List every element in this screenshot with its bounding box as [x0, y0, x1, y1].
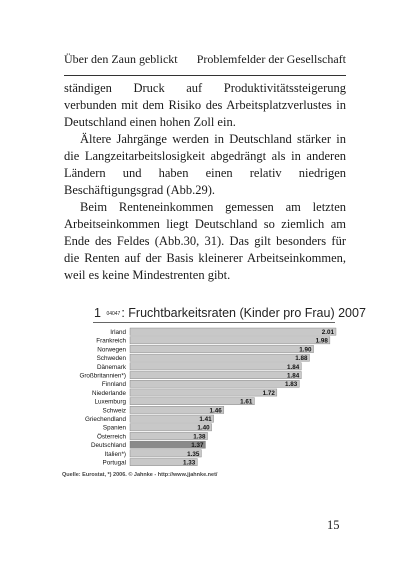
value-label: 1.84 — [287, 363, 300, 371]
paragraph: Beim Renteneinkommen gemessen am letzten Arbeitseinkommen liegt Deutschland so ziemlich am Ende des Feldes (Abb.30, 31). Das gilt besonders für die Renten auf der Basis kleinerer Arbeitseinkommen, weil es keine Mindestrenten gibt. — [64, 200, 346, 282]
figure-title — [94, 306, 364, 320]
category-label: Griechendland — [85, 416, 126, 423]
paragraph: Ältere Jahrgänge werden in Deutschland stärker in die Langzeitarbeitslosigkeit abgedrängt als in anderen Ländern und haben einen relativ niedrigen Beschäftigungsgrad (Abb.29). — [64, 132, 346, 197]
figure-caption: : Fruchtbarkeitsraten (Kinder pro Frau) 2007 — [121, 306, 366, 320]
value-label: 1.72 — [262, 389, 275, 397]
value-label: 1.46 — [209, 407, 222, 415]
running-header — [64, 52, 346, 68]
bar — [130, 354, 309, 361]
fertility-bar-chart — [60, 324, 340, 469]
category-label: Norwegen — [97, 346, 126, 354]
value-label: 1.88 — [295, 355, 308, 363]
value-label: 1.38 — [193, 433, 206, 441]
header-divider — [64, 75, 346, 76]
figure-code: 04047 — [106, 310, 121, 317]
value-label: 1.33 — [183, 459, 196, 467]
figure-number: 1 — [94, 306, 101, 320]
value-label: 1.98 — [315, 337, 328, 345]
category-label: Spanien — [102, 424, 126, 432]
bar — [130, 363, 301, 370]
category-label: Niederlande — [92, 389, 126, 397]
bar — [130, 345, 314, 352]
header-right-title: Problemfelder der Gesellschaft — [196, 52, 346, 66]
page-number: 15 — [327, 518, 340, 532]
figure-divider — [93, 322, 335, 323]
category-label: Dänemark — [96, 363, 126, 371]
bar — [130, 328, 336, 335]
category-label: Finnland — [101, 381, 126, 389]
value-label: 1.84 — [287, 372, 300, 380]
category-label: Schweiz — [102, 407, 126, 415]
value-label: 2.01 — [321, 329, 334, 336]
value-label: 1.90 — [299, 346, 312, 354]
value-label: 1.35 — [187, 450, 200, 458]
value-label: 1.37 — [191, 442, 204, 450]
category-label: Großbritannien*) — [79, 372, 126, 380]
category-label: Schweden — [96, 355, 126, 363]
bar — [130, 380, 299, 387]
value-label: 1.41 — [199, 416, 212, 423]
category-label: Deutschland — [90, 442, 126, 450]
bar — [130, 372, 301, 379]
bar — [130, 398, 254, 405]
category-label: Italien*) — [104, 450, 126, 458]
bar — [130, 337, 330, 344]
value-label: 1.61 — [240, 398, 253, 406]
category-label: Portugal — [102, 459, 126, 467]
bar — [130, 389, 277, 396]
value-label: 1.83 — [285, 381, 298, 389]
header-left-title: Über den Zaun geblickt — [64, 52, 178, 66]
category-label: Frankreich — [96, 337, 126, 345]
figure-source: Quelle: Eurostat, *) 2006. © Jahnke - http://www.jjahnke.net/ — [62, 472, 218, 478]
paragraph: ständigen Druck auf Produktivitätssteigerung verbunden mit dem Risiko des Arbeitsplatzverlustes in Deutschland einen hohen Zoll ein. — [64, 81, 346, 129]
category-label: Österreich — [96, 433, 126, 441]
category-label: Irland — [110, 329, 126, 336]
body-text — [64, 80, 346, 284]
value-label: 1.40 — [197, 424, 210, 432]
category-label: Luxemburg — [94, 398, 126, 406]
